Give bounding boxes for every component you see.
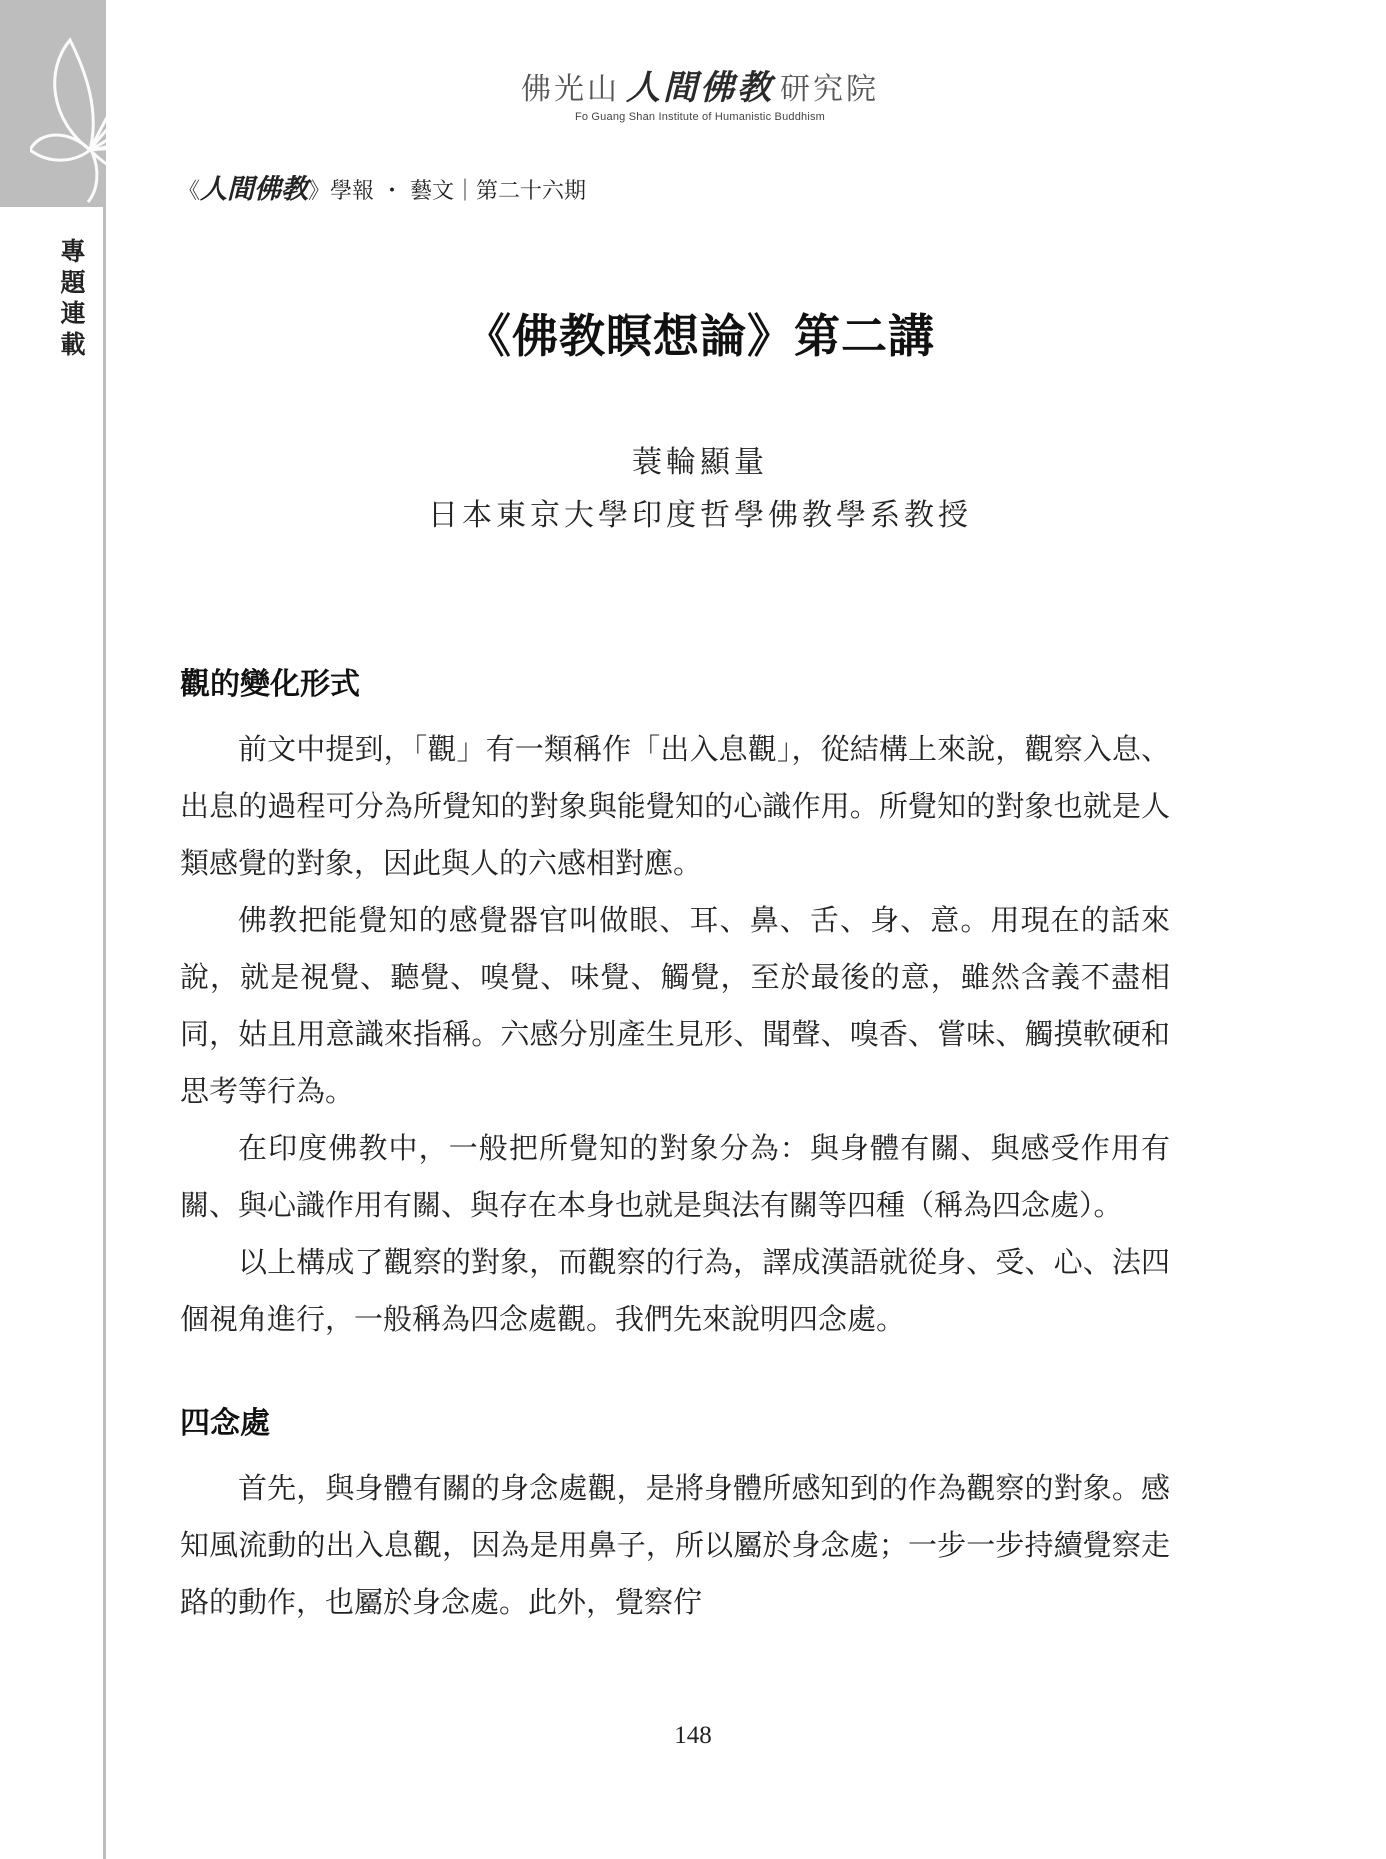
left-margin-rule — [103, 0, 106, 1859]
section-char: 題 — [60, 268, 86, 297]
institute-header — [470, 60, 930, 123]
institute-brand-logo: 人間佛教 — [626, 68, 774, 108]
section-heading: 觀的變化形式 — [180, 667, 360, 702]
article-body — [180, 665, 1170, 1631]
section-heading: 四念處 — [180, 1406, 270, 1441]
journal-open-bracket: 《 — [178, 179, 201, 204]
vertical-section-label — [53, 236, 93, 360]
institute-name — [470, 60, 930, 109]
institute-prefix: 佛光山 — [521, 72, 620, 107]
body-paragraph: 首先，與身體有關的身念處觀，是將身體所感知到的作為觀察的對象。感知風流動的出入息觀，因為是用鼻子，所以屬於身念處；一步一步持續覺察走路的動作，也屬於身念處。此外，覺察佇 — [180, 1471, 1170, 1619]
journal-brand-logo: 人間佛教 — [200, 174, 309, 205]
section-char: 專 — [60, 237, 86, 266]
body-paragraph: 在印度佛教中，一般把所覺知的對象分為：與身體有關、與感受作用有關、與心識作用有關、與存在本身也就是與法有關等四種（稱為四念處）。 — [180, 1131, 1170, 1222]
body-paragraph: 佛教把能覺知的感覺器官叫做眼、耳、鼻、舌、身、意。用現在的話來說，就是視覺、聽覺、嗅覺、味覺、觸覺，至於最後的意，雖然含義不盡相同，姑且用意識來指稱。六感分別產生見形、聞聲、嗅香、嘗味、觸摸軟硬和思考等行為。 — [180, 903, 1170, 1108]
article-author: 蓑輪顯量 — [632, 445, 768, 480]
journal-issue-text: 》學報 ・ 藝文｜第二十六期 — [308, 179, 587, 204]
section-char: 連 — [60, 299, 86, 328]
institute-english-name: Fo Guang Shan Institute of Humanistic Buddhism — [574, 111, 826, 123]
institute-suffix: 研究院 — [780, 72, 879, 107]
body-paragraph: 以上構成了觀察的對象，而觀察的行為，譯成漢語就從身、受、心、法四個視角進行，一般稱為四念處觀。我們先來說明四念處。 — [180, 1245, 1170, 1336]
page-number: 148 — [674, 1722, 712, 1749]
journal-running-header — [178, 167, 586, 206]
author-affiliation: 日本東京大學印度哲學佛教學系教授 — [428, 498, 972, 533]
article-title: 《佛教瞑想論》第二講 — [465, 309, 935, 363]
section-char: 載 — [60, 330, 86, 359]
body-paragraph: 前文中提到，「觀」有一類稱作「出入息觀」，從結構上來說，觀察入息、出息的過程可分為所覺知的對象與能覺知的心識作用。所覺知的對象也就是人類感覺的對象，因此與人的六感相對應。 — [180, 732, 1170, 880]
